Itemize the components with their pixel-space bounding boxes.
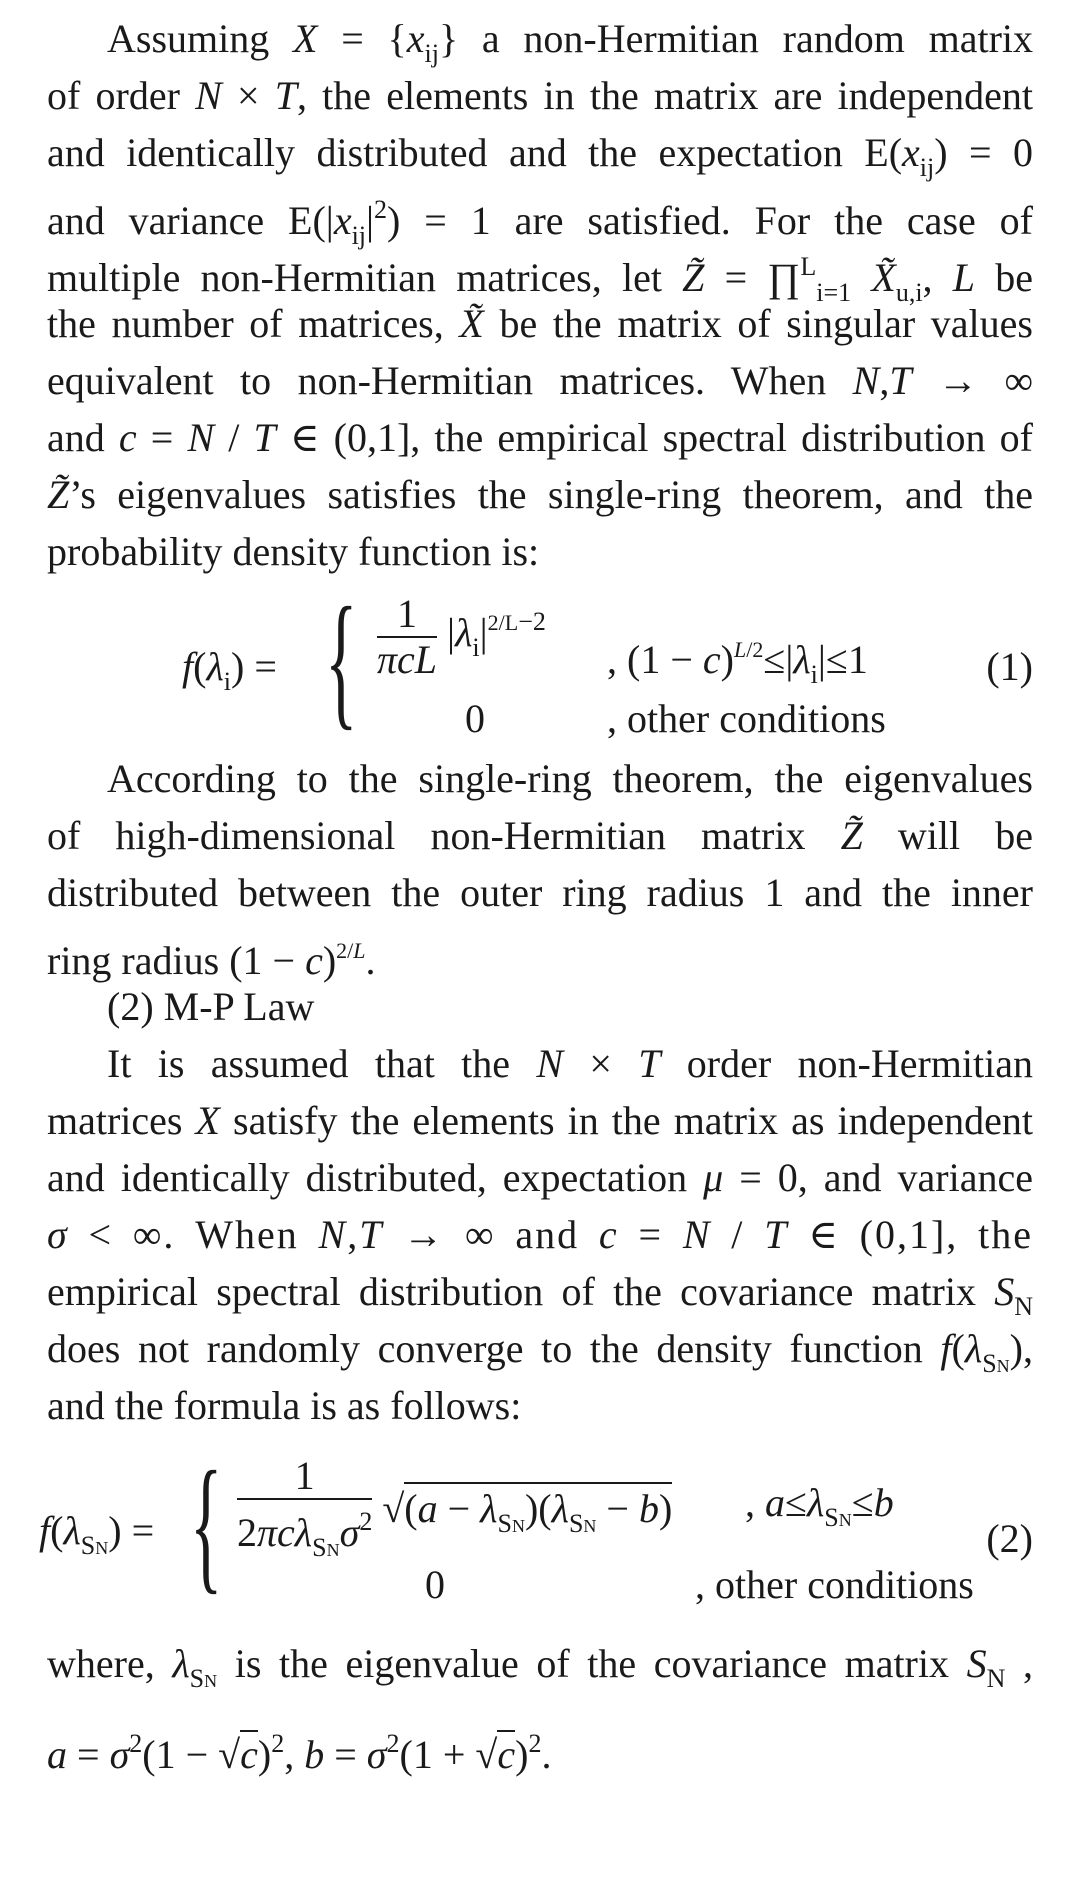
- eq2-case2-cond: , other conditions: [695, 1562, 974, 1607]
- p3-line: and the formula is as follows:: [47, 1383, 522, 1428]
- equation-1: [47, 577, 1033, 750]
- p3-line: and identically distributed, expectation μ = 0, and variance: [47, 1155, 1033, 1200]
- p2-line: According to the single-ring theorem, the eigenvalues: [107, 756, 1033, 801]
- p1-line: Assuming $X = \{x_{ij}\}$ a non-Hermitian random matrix: [107, 16, 1034, 68]
- eq1-brace: {: [325, 577, 358, 743]
- eq1-case2-value: 0: [465, 696, 485, 741]
- p4-line: $a = \sigma^2(1 - √c)^2$, $b = \sigma^2(1 + √c)^2$.: [47, 1729, 552, 1777]
- eq1-case1-expr: $\frac{1}{\text{πcL}}$ $|\lambda_i|^{2/L-2}$: [377, 591, 546, 682]
- p2-line: distributed between the outer ring radius 1 and the inner: [47, 870, 1033, 915]
- p1-line: equivalent to non-Hermitian matrices. When N,T → ∞: [47, 358, 1033, 403]
- eq2-case2-value: 0: [425, 1562, 445, 1607]
- eq2-case1-expr: $\frac{1}{2\pi c\lambda_{SN}\sigma^2}$ $√(a - \lambda_{SN})(\lambda_{SN} - b)$: [237, 1453, 673, 1562]
- p2-line: ring radius $(1 - c)^{2/L}$.: [47, 938, 376, 983]
- paragraph-1: [47, 10, 1033, 580]
- p3-line: It is assumed that the N × T order non-Hermitian: [107, 1041, 1033, 1086]
- p1-line: and variance $E(|x_{ij}|^2) = 1$ are satisfied. For the case of: [47, 195, 1033, 250]
- p3-line: matrices X satisfy the elements in the matrix as independent: [47, 1098, 1034, 1143]
- paragraph-2: [47, 750, 1034, 983]
- p1-line: multiple non-Hermitian matrices, let Z̃ = ∏$^L_{i=1}$ $X̃_{u,i}$, L be: [47, 252, 1034, 307]
- paper-page: [39, 10, 1034, 1784]
- p1-line: the number of matrices, X̃ be the matrix of singular values: [47, 301, 1033, 346]
- eq1-lhs: $f(\lambda_i)$ =: [182, 644, 277, 696]
- equation-2: [39, 1434, 1033, 1624]
- section-heading: (2) M-P Law: [107, 984, 315, 1029]
- p1-line: probability density function is:: [47, 529, 540, 574]
- p3-line: σ < ∞. When N,T → ∞ and c = N / T ∈ (0,1], the: [47, 1212, 1033, 1257]
- p3-line: empirical spectral distribution of the covariance matrix $S_N$: [47, 1269, 1033, 1321]
- p4-line: where, $\lambda_{SN}$ is the eigenvalue of the covariance matrix $S_N$ ,: [47, 1641, 1034, 1693]
- eq1-case2-cond: , other conditions: [607, 696, 886, 741]
- eq2-number: (2): [986, 1516, 1033, 1561]
- p1-line: Z̃’s eigenvalues satisfies the single-ring theorem, and the: [47, 472, 1033, 517]
- eq2-brace: {: [190, 1441, 223, 1607]
- paragraph-3: [47, 1035, 1033, 1434]
- p1-line: and identically distributed and the expectation $E(x_{ij}) = 0$: [47, 130, 1033, 182]
- eq1-number: (1): [986, 644, 1033, 689]
- p1-line: and c = N / T ∈ (0,1], the empirical spectral distribution of: [47, 415, 1033, 460]
- p3-line: does not randomly converge to the density function $f(\lambda_{SN})$,: [47, 1326, 1033, 1378]
- eq2-case1-cond: , $a\le\lambda_{SN}\le b$: [745, 1480, 894, 1532]
- p1-line: of order N × T, the elements in the matrix are independent: [47, 73, 1034, 118]
- eq1-case1-cond: , $(1 - c)^{L/2}\le|\lambda_i|\le 1$: [607, 637, 868, 689]
- eq2-lhs: $f(\lambda_{SN})$ =: [39, 1508, 155, 1560]
- paragraph-4: [47, 1624, 1033, 1784]
- p2-line: of high-dimensional non-Hermitian matrix Z̃ will be: [47, 813, 1034, 858]
